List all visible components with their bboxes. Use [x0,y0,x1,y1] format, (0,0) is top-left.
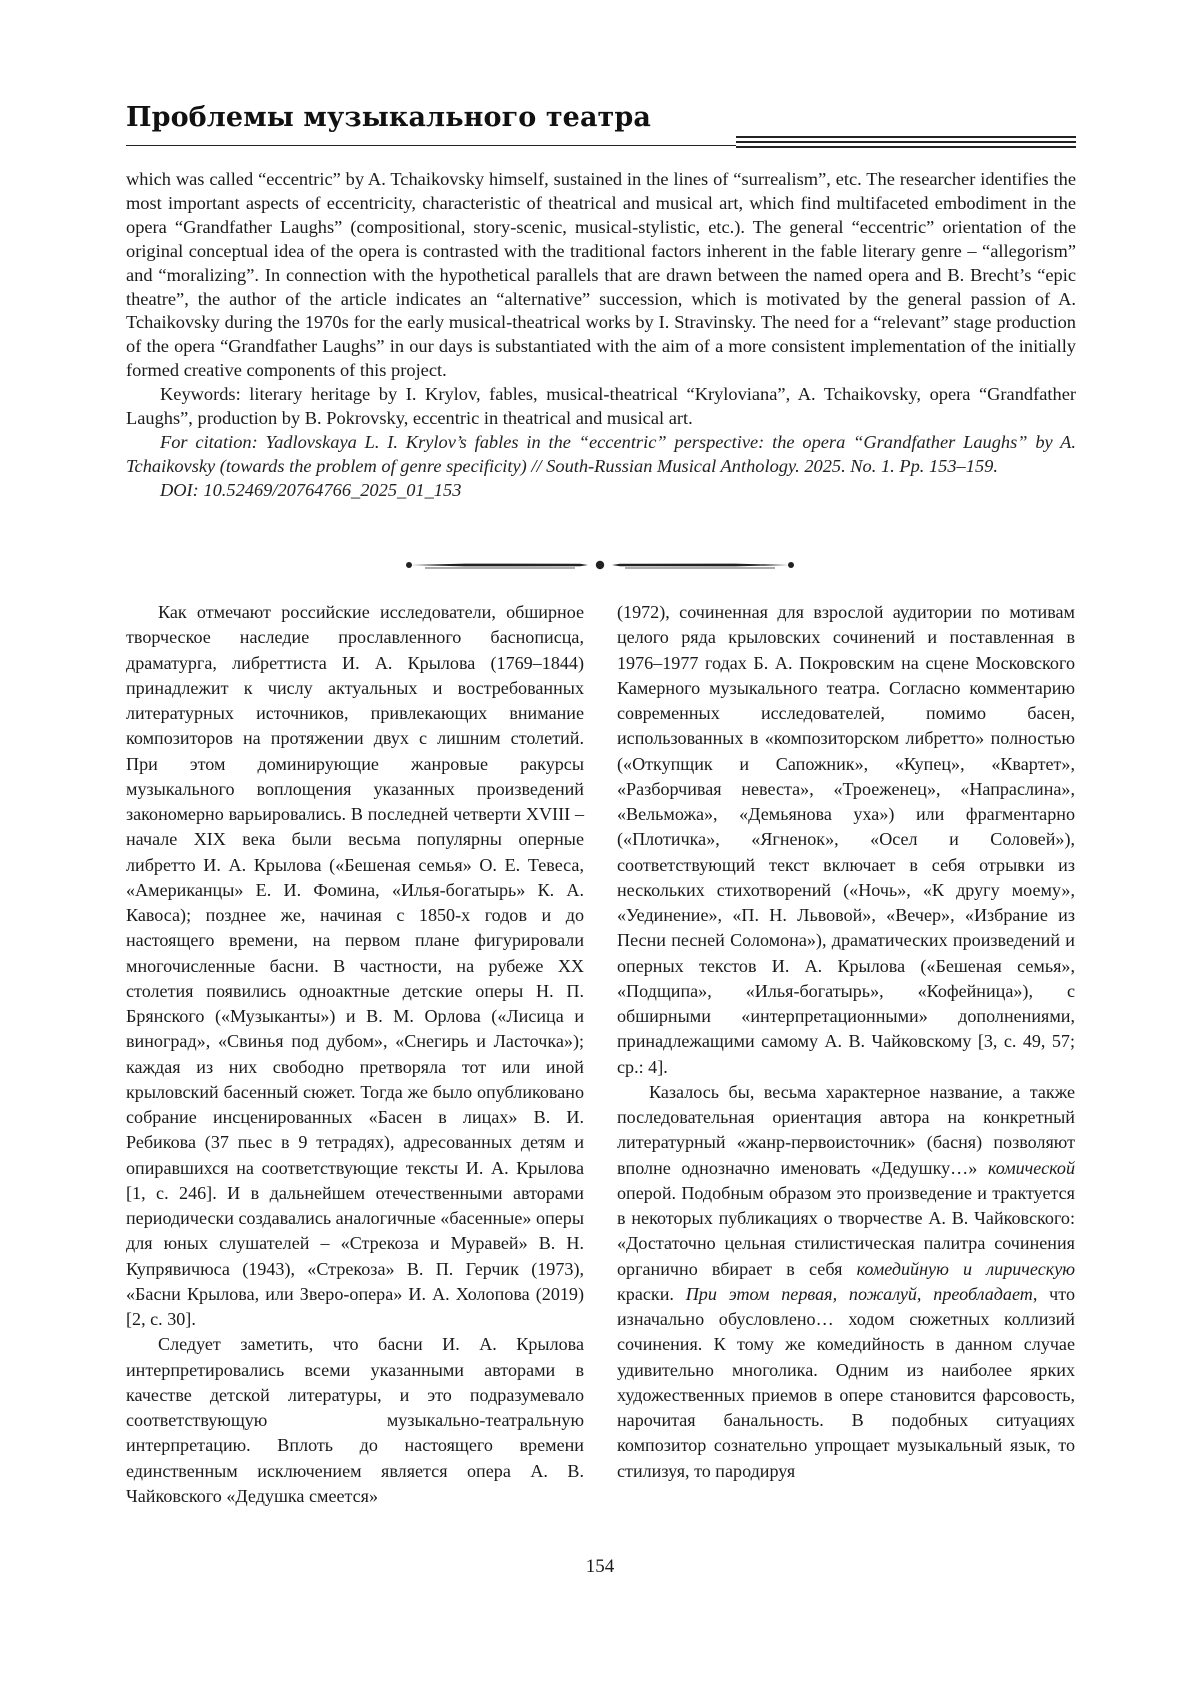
italic-run: комедийную и лирическую [856,1258,1075,1279]
left-column [126,600,584,1509]
keywords: Keywords: literary heritage by I. Krylov, fables, musical-theatrical “Kryloviana”, A. Tchaikovsky, opera “Grandfather Laughs”, production by B. Pokrovsky, eccentric in theatrical and musical art. [126,384,1076,429]
right-column [617,600,1075,1484]
citation: For citation: Yadlovskaya L. I. Krylov’s fables in the “eccentric” perspective: the opera “Grandfather Laughs” by A. Tchaikovsky (towards the problem of genre specificity) // South-Russian Musical Anthology. 2025. No. 1. Pp. 153–159. [126,431,1076,476]
text-run: краски. [617,1283,686,1304]
running-header [126,98,1076,148]
italic-run: При этом первая, пожалуй, преобладает [685,1283,1033,1304]
text-run: Казалось бы, весьма характерное название, а также последовательная ориентация автора на конкретный литературный «жанр-первоисточник» (басня) позволяют вполне однозначно именовать «Дедушку…» [617,1081,1075,1178]
paragraph [617,1080,1075,1484]
abstract-block [126,168,1076,503]
section-title: Проблемы музыкального театра [126,102,651,133]
page-number: 154 [585,1556,615,1577]
doi: DOI: 10.52469/20764766_2025_01_153 [160,479,462,500]
ornament-divider-icon [405,555,795,575]
header-triple-rule [736,136,1076,151]
abstract-text: which was called “eccentric” by A. Tchaikovsky himself, sustained in the lines of “surrealism”, etc. The researcher identifies the most important aspects of eccentricity, characteristic of theatrical and musical art, which find multifaceted embodiment in the opera “Grandfather Laughs” (compositional, story-scenic, musical-stylistic, etc.). The general “eccentric” orientation of the original conceptual idea of the opera is contrasted with the traditional factors inherent in the fable literary genre – “allegorism” and “moralizing”. In connection with the hypothetical parallels that are drawn between the named opera and B. Brecht’s “epic theatre”, the author of the article indicates an “alternative” succession, which is motivated by the general passion of A. Tchaikovsky during the 1970s for the early musical-theatrical works by I. Stravinsky. The need for a “relevant” stage production of the opera “Grandfather Laughs” in our days is substantiated with the aim of a more consistent implementation of the initially formed creative components of this project. [126,169,1076,381]
paragraph: (1972), сочиненная для взрослой аудитории по мотивам целого ряда крыловских сочинений и поставленная в 1976–1977 годах Б. А. Покровским на сцене Московского Камерного музыкального театра. Согласно комментарию современных исследователей, помимо басен, использованных в «композиторском либретто» полностью («Откупщик и Сапожник», «Купец», «Квартет», «Разборчивая невеста», «Троеженец», «Напраслина», «Вельможа», «Демьянова уха») или фрагментарно («Плотичка», «Ягненок», «Осел и Соловей»), соответствующий текст включает в себя отрывки из нескольких стихотворений («Ночь», «К другу моему», «Уединение», «П. Н. Львовой», «Вечер», «Избрание из Песни песней Соломона»), драматических произведений и оперных текстов И. А. Крылова («Бешеная семья», «Подщипа», «Илья-богатырь», «Кофейница»), с обширными «интерпретационными» дополнениями, принадлежащими самому А. В. Чайковскому [3, с. 49, 57; ср.: 4]. [617,602,1075,1077]
header-rule [126,145,736,146]
italic-run: комической [987,1157,1075,1178]
paragraph: Следует заметить, что басни И. А. Крылова интерпретировались всеми указанными авторами в качестве детской литературы, и это подразумевало соответствующую музыкально-театральную интерпретацию. Вплоть до настоящего времени единственным исключением является опера А. В. Чайковского «Дедушка смеется» [126,1334,584,1506]
paragraph: Как отмечают российские исследователи, обширное творческое наследие прославленного баснописца, драматурга, либреттиста И. А. Крылова (1769–1844) принадлежит к числу актуальных и востребованных литературных источников, привлекающих внимание композиторов на протяжении двух с лишним столетий. При этом доминирующие жанровые ракурсы музыкального воплощения указанных произведений закономерно варьировались. В последней четверти XVIII – начале XIX века были весьма популярны оперные либретто И. А. Крылова («Бешеная семья» О. Е. Тевеса, «Американцы» Е. И. Фомина, «Илья-богатырь» К. А. Кавоса); позднее же, начиная с 1850-х годов и до настоящего времени, на первом плане фигурировали многочисленные басни. В частности, на рубеже XX столетия появились одноактные детские оперы Н. П. Брянского («Музыканты») и В. М. Орлова («Лисица и виноград», «Свинья под дубом», «Снегирь и Ласточка»); каждая из них свободно претворяла тот или иной крыловский басенный сюжет. Тогда же было опубликовано собрание инсценированных «Басен в лицах» В. И. Ребикова (37 пьес в 9 тетрадях), адресованных детям и опиравшихся на соответствующие тексты И. А. Крылова [1, с. 246]. И в дальнейшем отечественными авторами периодически создавались аналогичные «басенные» оперы для юных слушателей – «Стрекоза и Муравей» В. Н. Купрявичюса (1943), «Стрекоза» В. П. Герчик (1973), «Басни Крылова, или Зверо-опера» И. А. Холопова (2019) [2, с. 30]. [126,602,584,1329]
text-run: оперой. Подобным образом это произведение и трактуется в некоторых публикациях о творчестве А. В. Чайковского: «Достаточно цельная стилистическая палитра сочинения органично вбирает в себя [617,1182,1075,1279]
text-run: , что изначально обусловлено… ходом сюжетных коллизий сочинения. К тому же комедийность в данном случае удивительно многолика. Одним из наиболее ярких художественных приемов в опере становится фарсовость, нарочитая банальность. В подобных ситуациях композитор сознательно упрощает музыкальный язык, то стилизуя, то пародируя [617,1283,1075,1481]
